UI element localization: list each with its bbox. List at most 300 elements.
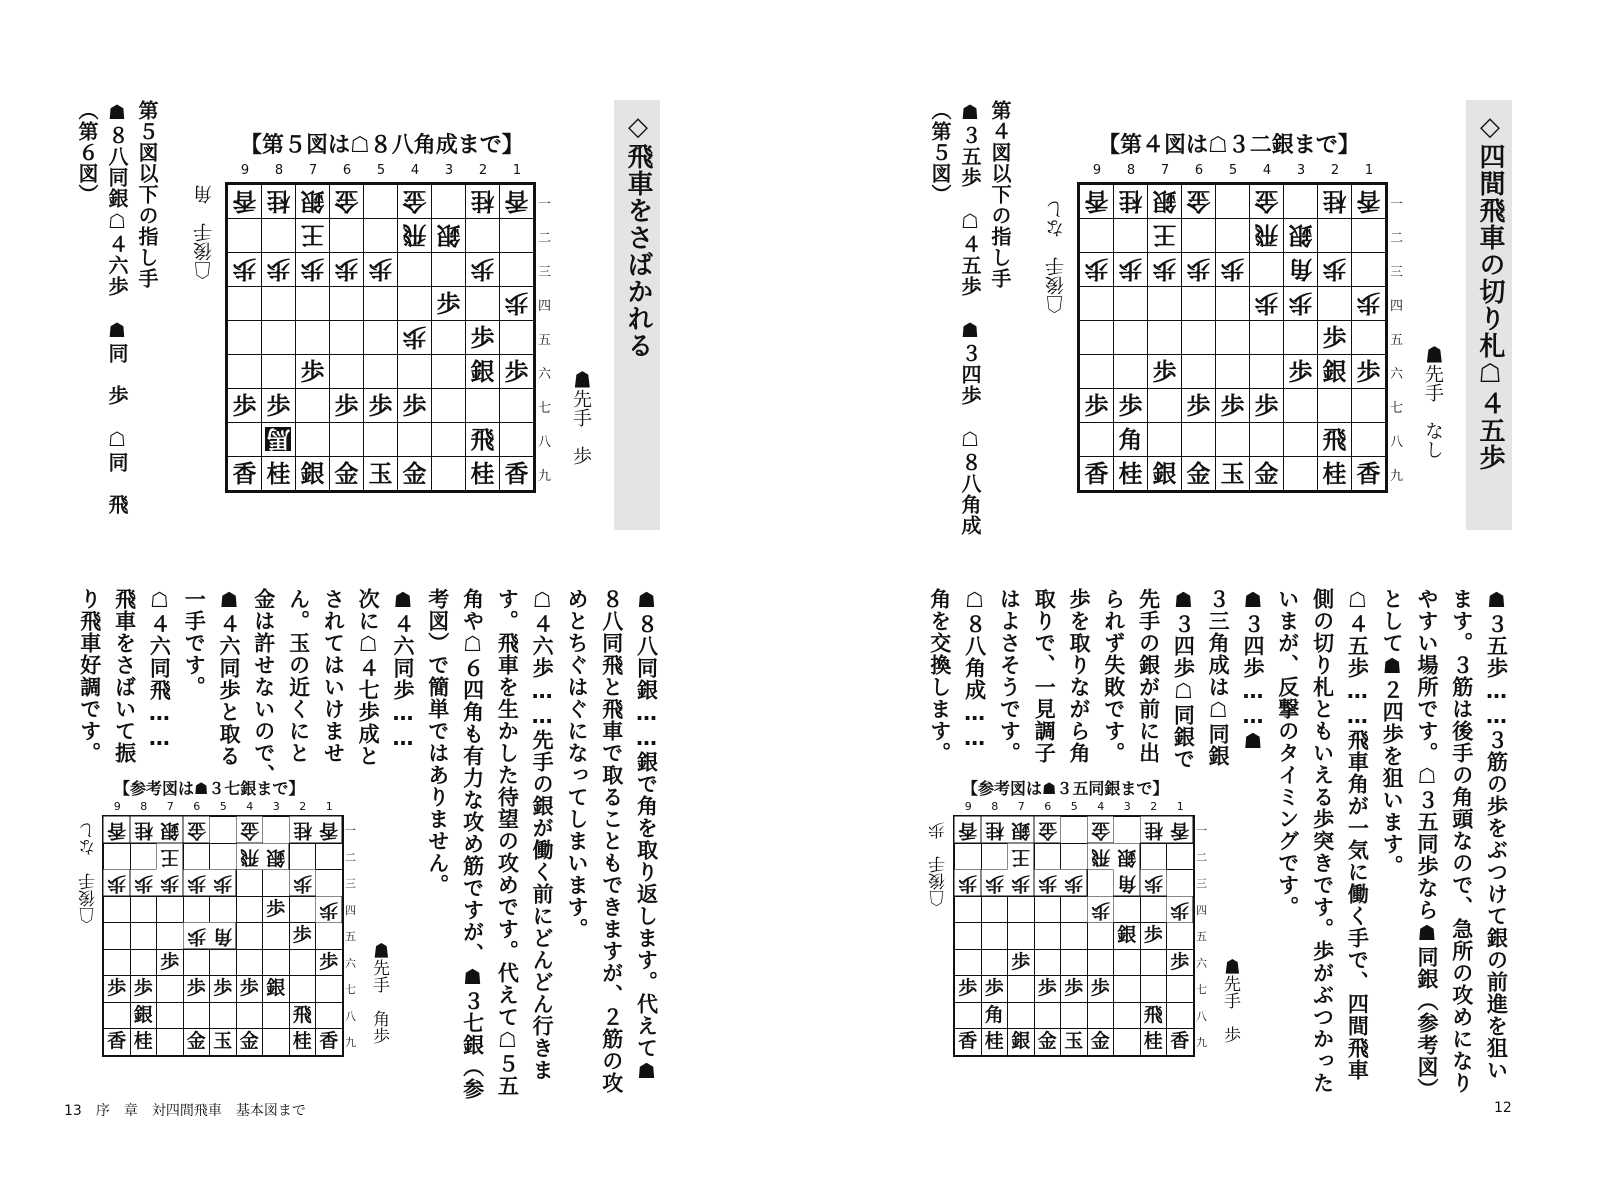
board-square — [1035, 844, 1061, 870]
board-square — [432, 253, 465, 286]
ref-shogi-board — [102, 815, 344, 1057]
gote-piece: 飛 — [1250, 219, 1283, 252]
board-square — [1216, 321, 1249, 354]
column-label: 8 — [140, 800, 148, 813]
gote-piece: 王 — [1008, 844, 1034, 870]
ref-row-labels — [345, 817, 356, 1056]
board-square — [290, 950, 316, 976]
board-square — [1008, 976, 1034, 1002]
column-label: 3 — [1123, 800, 1131, 813]
board-square — [432, 355, 465, 388]
board-square — [1167, 844, 1193, 870]
board-square — [1088, 870, 1114, 896]
sente-piece: 金 — [330, 457, 363, 490]
board-square — [1182, 219, 1215, 252]
board-square — [1035, 950, 1061, 976]
gote-piece: 飛 — [1088, 844, 1114, 870]
board-square — [982, 923, 1008, 949]
page-number: 12 — [1494, 1100, 1512, 1116]
column-label: 7 — [1160, 163, 1170, 178]
board-square — [1167, 976, 1193, 1002]
board-square — [1061, 897, 1087, 923]
board-square — [1284, 389, 1317, 422]
sente-piece: 歩 — [466, 321, 499, 354]
sente-piece: 香 — [104, 1029, 130, 1055]
gote-piece: 歩 — [1080, 253, 1113, 286]
gote-piece: 歩 — [262, 253, 295, 286]
sente-piece: 歩 — [104, 976, 130, 1002]
column-label: 6 — [342, 163, 352, 178]
board-square — [228, 219, 261, 252]
sente-piece: 飛 — [466, 423, 499, 456]
sente-piece: 銀 — [1114, 923, 1140, 949]
board-square — [104, 897, 130, 923]
board-square — [1080, 423, 1113, 456]
board-square — [955, 844, 981, 870]
board-square — [364, 321, 397, 354]
board-square — [1008, 897, 1034, 923]
sente-piece: 歩 — [330, 389, 363, 422]
gote-piece: 王 — [157, 844, 183, 870]
sente-piece: 香 — [228, 457, 261, 490]
gote-piece: 銀 — [296, 185, 329, 218]
board-square — [982, 950, 1008, 976]
board-square — [330, 219, 363, 252]
column-label: 2 — [1150, 800, 1158, 813]
board-square — [262, 219, 295, 252]
board-square — [500, 423, 533, 456]
board-square — [237, 870, 263, 896]
sente-piece: 角 — [982, 1003, 1008, 1029]
gote-piece: 歩 — [1352, 287, 1385, 320]
gote-piece: 香 — [1352, 185, 1385, 218]
board-square — [364, 423, 397, 456]
board-square — [330, 287, 363, 320]
board-square — [330, 321, 363, 354]
sente-piece: 金 — [1035, 1029, 1061, 1055]
column-label: 8 — [1126, 163, 1136, 178]
diagram-title: 【第４図は☖３二銀まで】 — [1098, 133, 1360, 158]
section-title: ◇飛車をさばかれる — [623, 112, 653, 359]
row-label: 一 — [1196, 824, 1207, 838]
sente-piece: 金 — [184, 1029, 210, 1055]
board-square — [1182, 321, 1215, 354]
gote-piece: 歩 — [1061, 870, 1087, 896]
column-label: 5 — [219, 800, 227, 813]
board-square — [432, 389, 465, 422]
board-square — [364, 355, 397, 388]
board-square — [131, 923, 157, 949]
sente-piece: 香 — [1080, 457, 1113, 490]
column-label: 8 — [274, 163, 284, 178]
board-square — [1352, 321, 1385, 354]
row-label: 二 — [1196, 850, 1207, 864]
board-square — [1216, 423, 1249, 456]
gote-piece: 歩 — [131, 870, 157, 896]
row-label: 七 — [1196, 983, 1207, 997]
body-text: ☗８八同銀……銀で角を取り返します。代えて☗ ８八同飛と飛車で取ることもできますが、２筋の攻 めとちぐはぐになってしまいます。 ☖４六歩……先手の銀が働く前にどんどん行きま す。飛車を生かした待望の攻めです。代えて☖５五 角や☖６四角も有力な攻め筋ですが、☗３七銀（参 考図）で簡単ではありません。 ☗４六同歩…… 次に☖４七歩成と されてはいけませ ん。玉の近くにと 金は許せないので、 ☗４六同歩と取る 一手です。 ☖４六同飛…… 飛車をさばいて振 り飛車好調です。 — [77, 588, 659, 1100]
board-square — [1035, 923, 1061, 949]
board-square — [210, 897, 236, 923]
board-square — [432, 185, 465, 218]
board-square — [184, 1003, 210, 1029]
board-square — [364, 185, 397, 218]
board-square — [1216, 185, 1249, 218]
gote-piece: 銀 — [1008, 817, 1034, 843]
shogi-board — [225, 182, 536, 493]
sente-piece: 歩 — [1148, 355, 1181, 388]
board-square — [316, 976, 342, 1002]
gote-piece: 歩 — [364, 253, 397, 286]
sente-piece: 歩 — [1284, 355, 1317, 388]
board-square — [1114, 321, 1147, 354]
sente-piece: 金 — [1088, 1029, 1114, 1055]
board-square — [1182, 355, 1215, 388]
section-title-band — [1466, 100, 1512, 530]
sente-piece: 歩 — [1114, 389, 1147, 422]
row-label: 九 — [1390, 468, 1404, 484]
board-square — [131, 897, 157, 923]
row-labels — [1390, 185, 1403, 491]
body-text: ☗３五歩……３筋の歩をぶつけて銀の前進を狙い ます。３筋は後手の角頭なので、急所の攻めになり やすい場所です。☖３五同歩なら☗同銀（参考図） として☗２四歩を狙います。 ☖４五歩……飛車角が一気に働く手で、四間飛車 側の切り札ともいえる歩突きです。歩がぶつかった いまが、反撃のタイミングです。 ☗３四歩……☗ ３三角成は☖同銀 ☗３四歩☖同銀で 先手の銀が前に出 られず失敗です。 歩を取りながら角 取りで、一見調子 はよさそうです。 ☖８八角成…… 角を交換します。 — [927, 588, 1509, 1100]
board-square — [262, 287, 295, 320]
board-square — [1284, 423, 1317, 456]
gote-piece: 桂 — [1318, 185, 1351, 218]
sente-piece: 銀 — [131, 1003, 157, 1029]
sente-piece: 歩 — [1008, 950, 1034, 976]
sente-piece: 歩 — [1035, 976, 1061, 1002]
board-square — [1352, 253, 1385, 286]
sente-piece: 玉 — [1061, 1029, 1087, 1055]
board-square — [157, 976, 183, 1002]
row-label: 八 — [1390, 434, 1404, 450]
row-label: 二 — [1390, 230, 1404, 246]
gote-piece: 香 — [1080, 185, 1113, 218]
board-square — [228, 423, 261, 456]
sente-piece: 玉 — [210, 1029, 236, 1055]
row-label: 七 — [1390, 400, 1404, 416]
sente-piece: 桂 — [1141, 1029, 1167, 1055]
gote-piece: 歩 — [1318, 253, 1351, 286]
board-square — [131, 844, 157, 870]
gote-piece: 歩 — [184, 923, 210, 949]
sente-hand: ☗先手 歩 — [570, 370, 592, 465]
gote-piece: 角 — [210, 923, 236, 949]
gote-piece: 桂 — [1114, 185, 1147, 218]
row-label: 四 — [538, 298, 552, 314]
gote-piece: 飛 — [237, 844, 263, 870]
gote-piece: 角 — [1114, 870, 1140, 896]
board-square — [1061, 1003, 1087, 1029]
gote-piece: 桂 — [290, 817, 316, 843]
gote-piece: 歩 — [296, 253, 329, 286]
row-label: 四 — [345, 903, 356, 917]
row-label: 三 — [1196, 877, 1207, 891]
board-square — [1088, 923, 1114, 949]
gote-piece: 銀 — [1284, 219, 1317, 252]
column-label: 9 — [240, 163, 250, 178]
gote-piece: 王 — [1148, 219, 1181, 252]
board-square — [1114, 950, 1140, 976]
board-square — [131, 950, 157, 976]
board-square — [1167, 870, 1193, 896]
board-square — [263, 870, 289, 896]
gote-piece: 歩 — [184, 870, 210, 896]
row-label: 五 — [538, 332, 552, 348]
board-square — [237, 897, 263, 923]
sente-piece: 歩 — [1061, 976, 1087, 1002]
sente-piece: 香 — [1352, 457, 1385, 490]
row-label: 四 — [1390, 298, 1404, 314]
board-square — [290, 897, 316, 923]
sente-piece: 歩 — [290, 923, 316, 949]
gote-piece: 歩 — [104, 870, 130, 896]
diagram-title: 【第５図は☖８八角成まで】 — [240, 133, 524, 158]
board-square — [296, 287, 329, 320]
board-square — [290, 844, 316, 870]
row-label: 三 — [345, 877, 356, 891]
sente-piece: 玉 — [1216, 457, 1249, 490]
gote-piece: 歩 — [157, 870, 183, 896]
row-label: 一 — [345, 824, 356, 838]
ref-diagram-title: 【参考図は☗３七銀まで】 — [114, 779, 305, 798]
column-label: 6 — [193, 800, 201, 813]
row-label: 八 — [345, 1009, 356, 1023]
board-square — [1148, 423, 1181, 456]
gote-piece: 金 — [237, 817, 263, 843]
column-label: 3 — [1296, 163, 1306, 178]
gote-piece: 歩 — [1167, 897, 1193, 923]
gote-piece: 銀 — [432, 219, 465, 252]
board-square — [1114, 355, 1147, 388]
sente-piece: 歩 — [364, 389, 397, 422]
board-square — [157, 897, 183, 923]
sente-piece: 歩 — [982, 976, 1008, 1002]
board-square — [982, 897, 1008, 923]
row-labels — [538, 185, 551, 491]
board-square — [364, 287, 397, 320]
row-label: 六 — [538, 366, 552, 382]
row-label: 八 — [538, 434, 552, 450]
board-square — [1250, 321, 1283, 354]
sente-piece: 歩 — [500, 355, 533, 388]
gote-piece: 香 — [500, 185, 533, 218]
row-label: 三 — [538, 264, 552, 280]
gote-piece: 王 — [296, 219, 329, 252]
board-square — [316, 1003, 342, 1029]
gote-piece: 歩 — [500, 287, 533, 320]
board-square — [263, 950, 289, 976]
board-square — [228, 355, 261, 388]
gote-piece: 飛 — [398, 219, 431, 252]
row-label: 二 — [538, 230, 552, 246]
row-label: 一 — [1390, 196, 1404, 212]
gote-piece: 歩 — [1284, 287, 1317, 320]
sente-piece: 玉 — [364, 457, 397, 490]
board-square — [500, 389, 533, 422]
sente-piece: 香 — [316, 1029, 342, 1055]
sente-piece: 歩 — [316, 950, 342, 976]
board-square — [1352, 389, 1385, 422]
column-label: 4 — [410, 163, 420, 178]
sente-piece: 歩 — [1318, 321, 1351, 354]
sente-piece: 桂 — [262, 457, 295, 490]
column-label: 5 — [376, 163, 386, 178]
ref-column-labels — [955, 800, 1194, 813]
board-square — [1216, 219, 1249, 252]
board-square — [228, 321, 261, 354]
gote-piece: 金 — [1250, 185, 1283, 218]
board-square — [1114, 219, 1147, 252]
gote-piece: 歩 — [1148, 253, 1181, 286]
sente-piece: 歩 — [1352, 355, 1385, 388]
gote-piece: 歩 — [290, 870, 316, 896]
board-square — [1318, 219, 1351, 252]
sente-piece: 飛 — [1318, 423, 1351, 456]
board-square — [955, 1003, 981, 1029]
gote-piece: 桂 — [1141, 817, 1167, 843]
gote-piece: 香 — [316, 817, 342, 843]
board-square — [500, 321, 533, 354]
board-square — [955, 923, 981, 949]
column-label: 5 — [1228, 163, 1238, 178]
gote-piece: 桂 — [466, 185, 499, 218]
sente-piece: 歩 — [1167, 950, 1193, 976]
sente-piece: 香 — [1167, 1029, 1193, 1055]
board-square — [1216, 287, 1249, 320]
gote-piece: 香 — [228, 185, 261, 218]
row-label: 九 — [1196, 1036, 1207, 1050]
column-label: 3 — [444, 163, 454, 178]
column-label: 4 — [246, 800, 254, 813]
gote-piece: 金 — [1088, 817, 1114, 843]
sente-piece: 歩 — [296, 355, 329, 388]
column-label: 3 — [272, 800, 280, 813]
board-square — [1080, 287, 1113, 320]
moves-text: 第５図以下の指し手 ☗８八同銀☖４六歩 ☗同 歩 ☖同 飛 （第６図） — [75, 100, 159, 515]
sente-piece: 歩 — [1216, 389, 1249, 422]
sente-piece: 桂 — [466, 457, 499, 490]
sente-piece: 銀 — [296, 457, 329, 490]
board-square — [432, 321, 465, 354]
gote-piece: 歩 — [1035, 870, 1061, 896]
board-square — [955, 950, 981, 976]
sente-piece: 金 — [398, 457, 431, 490]
board-square — [1182, 287, 1215, 320]
sente-piece: 歩 — [157, 950, 183, 976]
sente-piece: 歩 — [237, 976, 263, 1002]
gote-piece: 歩 — [210, 870, 236, 896]
gote-hand: ☖後手 なし — [1045, 200, 1067, 314]
board-square — [1318, 287, 1351, 320]
gote-piece: 桂 — [982, 817, 1008, 843]
board-square — [466, 287, 499, 320]
board-square — [1114, 287, 1147, 320]
board-square — [316, 870, 342, 896]
moves-text: 第４図以下の指し手 ☗３五歩 ☖４五歩 ☗３四歩 ☖８八角成 （第５図） — [928, 100, 1012, 536]
board-square — [1284, 185, 1317, 218]
sente-piece: 歩 — [210, 976, 236, 1002]
ref-sente-hand: ☗先手 角歩 — [369, 942, 389, 1044]
sente-piece: 歩 — [1080, 389, 1113, 422]
row-label: 九 — [538, 468, 552, 484]
board-square — [104, 1003, 130, 1029]
ref-gote-hand: ☖後手 歩 — [929, 822, 949, 907]
board-square — [1008, 923, 1034, 949]
sente-piece: 歩 — [955, 976, 981, 1002]
board-square — [316, 923, 342, 949]
board-square — [1061, 950, 1087, 976]
board-square — [364, 219, 397, 252]
sente-piece: 桂 — [290, 1029, 316, 1055]
column-label: 4 — [1262, 163, 1272, 178]
sente-piece: 銀 — [1148, 457, 1181, 490]
board-square — [1250, 253, 1283, 286]
sente-piece: 銀 — [263, 976, 289, 1002]
gote-piece: 歩 — [1141, 870, 1167, 896]
gote-piece: 歩 — [1250, 287, 1283, 320]
column-label: 6 — [1044, 800, 1052, 813]
board-square — [1141, 950, 1167, 976]
gote-piece: 金 — [1182, 185, 1215, 218]
row-label: 一 — [538, 196, 552, 212]
gote-piece: 銀 — [1114, 844, 1140, 870]
board-square — [104, 923, 130, 949]
gote-piece: 金 — [1035, 817, 1061, 843]
board-square — [184, 950, 210, 976]
board-square — [210, 1003, 236, 1029]
board-square — [263, 1003, 289, 1029]
board-square — [262, 355, 295, 388]
gote-piece: 香 — [955, 817, 981, 843]
board-square — [296, 389, 329, 422]
board-square — [237, 1003, 263, 1029]
board-square — [228, 287, 261, 320]
column-label: 1 — [512, 163, 522, 178]
board-square — [1250, 423, 1283, 456]
row-label: 九 — [345, 1036, 356, 1050]
gote-piece: 角 — [1284, 253, 1317, 286]
gote-piece: 歩 — [316, 897, 342, 923]
board-square — [1008, 1003, 1034, 1029]
board-square — [157, 1029, 183, 1055]
sente-piece: 金 — [1182, 457, 1215, 490]
gote-piece: 歩 — [466, 253, 499, 286]
column-label: 9 — [113, 800, 121, 813]
gote-piece: 歩 — [955, 870, 981, 896]
gote-piece: 歩 — [1216, 253, 1249, 286]
board-square — [1080, 219, 1113, 252]
sente-piece: 金 — [237, 1029, 263, 1055]
board-square — [1167, 1003, 1193, 1029]
board-square — [500, 253, 533, 286]
sente-piece: 歩 — [1141, 923, 1167, 949]
board-square — [330, 423, 363, 456]
gote-piece: 金 — [184, 817, 210, 843]
column-label: 2 — [478, 163, 488, 178]
gote-piece: 歩 — [1182, 253, 1215, 286]
board-square — [210, 950, 236, 976]
gote-piece: 歩 — [330, 253, 363, 286]
column-label: 5 — [1070, 800, 1078, 813]
board-square — [237, 950, 263, 976]
row-label: 六 — [345, 956, 356, 970]
board-square — [398, 287, 431, 320]
ref-column-labels — [104, 800, 343, 813]
gote-piece: 歩 — [1114, 253, 1147, 286]
sente-piece: 銀 — [466, 355, 499, 388]
board-square — [1080, 321, 1113, 354]
